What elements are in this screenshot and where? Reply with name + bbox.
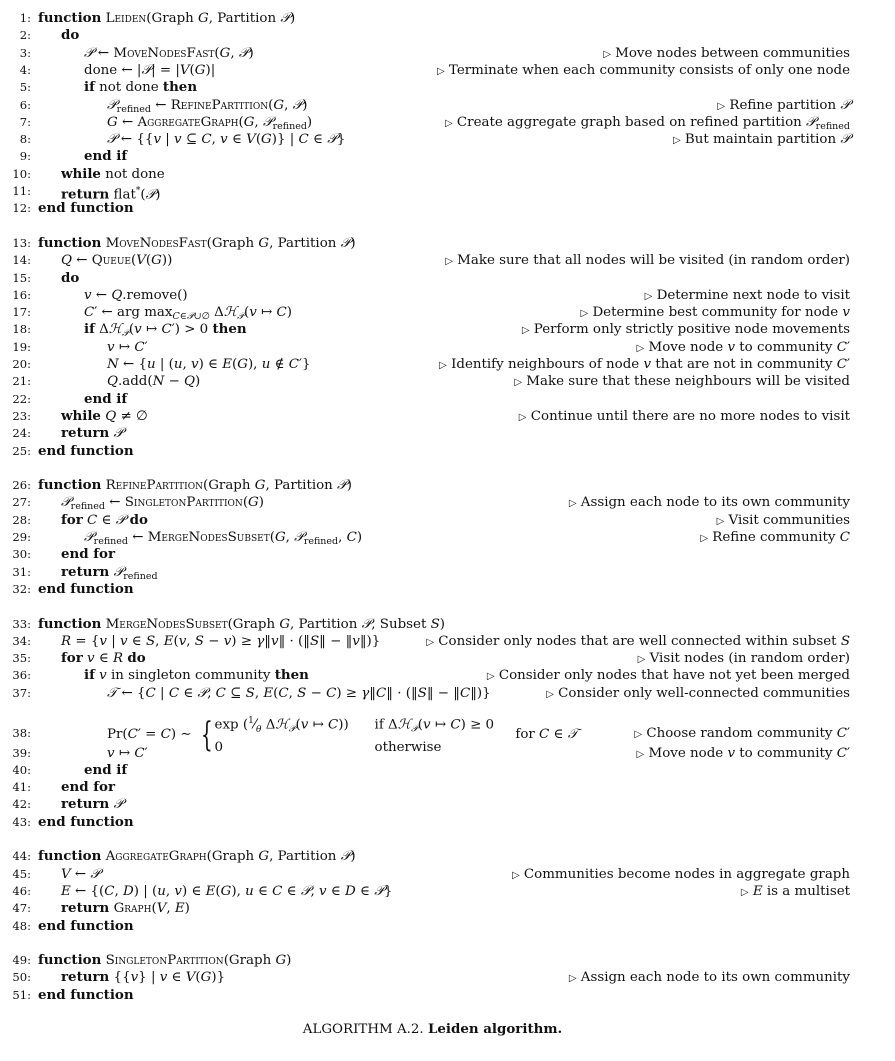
algorithm-line — [0, 356, 895, 373]
line-code: end if — [84, 761, 128, 778]
comment-triangle-icon: ▷ — [716, 515, 725, 527]
algorithm-line — [0, 408, 895, 425]
caption-title: Leiden algorithm. — [427, 1021, 563, 1037]
line-comment: ▷ Make sure that all nodes will be visited (in random order) — [445, 253, 850, 269]
line-code: 𝒫$_{refined}$ ← MergeNodesSubset(G, 𝒫$_{refined}$, C) — [84, 530, 363, 547]
algorithm-line — [0, 166, 895, 183]
line-comment: ▷ Determine best community for node v — [580, 305, 850, 321]
comment-triangle-icon: ▷ — [580, 308, 589, 320]
algorithm-line — [0, 27, 895, 44]
line-code: function Leiden(Graph G, Partition 𝒫) — [38, 10, 296, 26]
line-number: 50: — [12, 970, 31, 985]
line-code: V ← 𝒫 — [61, 866, 101, 882]
algorithm-line — [0, 183, 895, 203]
line-number: 12: — [12, 201, 31, 216]
line-number: 36: — [12, 668, 31, 683]
line-number: 4: — [19, 62, 31, 77]
algorithm-line — [0, 425, 895, 442]
algorithm-line — [0, 796, 895, 813]
line-number: 9: — [19, 149, 31, 164]
line-number: 20: — [12, 357, 31, 371]
line-code: 𝒫$_{refined}$ ← SingletonPartition(G) — [61, 495, 264, 513]
line-comment: ▷ Determine next node to visit — [644, 287, 850, 303]
algorithm-line — [0, 581, 895, 598]
line-code: do — [61, 269, 80, 286]
line-number: 15: — [12, 270, 31, 285]
line-number: 14: — [12, 253, 31, 268]
line-code: 𝒫$_{refined}$ ← RefinePartition(G, 𝒫) — [107, 97, 308, 115]
line-number: 6: — [19, 97, 31, 112]
algorithm-line — [0, 373, 895, 390]
line-comment: ▷ Move node v to community C′ — [636, 745, 850, 761]
line-number: 43: — [12, 814, 31, 829]
line-comment: ▷ Continue until there are no more nodes to visit — [518, 408, 850, 424]
line-number: 34: — [12, 633, 31, 648]
line-comment: ▷ But maintain partition 𝒫 — [672, 132, 850, 148]
line-code: while not done — [61, 165, 165, 182]
algorithm-line — [0, 900, 895, 917]
comment-triangle-icon: ▷ — [700, 533, 709, 544]
algorithm-line — [0, 45, 895, 62]
line-number: 37: — [12, 685, 31, 700]
line-number: 45: — [12, 866, 31, 881]
line-comment: ▷ Consider only well-connected communities — [546, 685, 850, 701]
line-code: end function — [38, 442, 134, 459]
comment-triangle-icon: ▷ — [439, 360, 447, 371]
line-comment: ▷ Visit communities — [716, 512, 850, 528]
algorithm-line — [0, 883, 895, 900]
line-number: 11: — [12, 184, 31, 198]
line-code: return {{v} | v ∈ V(G)} — [61, 969, 226, 986]
comment-triangle-icon: ▷ — [486, 671, 495, 683]
line-code: do — [61, 27, 80, 44]
comment-triangle-icon: ▷ — [717, 100, 726, 112]
algorithm-line — [0, 987, 895, 1004]
line-code: function MoveNodesFast(Graph G, Partition 𝒫) — [38, 234, 356, 251]
line-code: end function — [38, 813, 134, 830]
line-number: 24: — [12, 426, 31, 441]
algorithm-line — [0, 633, 895, 650]
line-code: return Graph(V, E) — [61, 900, 190, 917]
algorithm-line — [0, 667, 895, 684]
line-comment: ▷ Identify neighbours of node v that are not in community C′ — [439, 357, 850, 372]
line-code: for v ∈ R do — [61, 650, 146, 667]
line-code: N ← {u | (u, v) ∈ E(G), u ∉ C′} — [107, 357, 311, 372]
line-comment: ▷ Assign each node to its own community — [568, 495, 850, 511]
comment-triangle-icon: ▷ — [568, 498, 577, 510]
line-comment: ▷ Consider only nodes that have not yet been merged — [486, 668, 850, 684]
line-number: 39: — [12, 745, 31, 760]
algorithm-line — [0, 252, 895, 269]
line-code: v ← Q.remove() — [84, 287, 188, 303]
comment-triangle-icon: ▷ — [514, 377, 523, 389]
line-number: 33: — [12, 616, 31, 631]
line-number: 30: — [12, 547, 31, 562]
line-comment: ▷ E is a multiset — [740, 883, 850, 899]
comment-triangle-icon: ▷ — [426, 636, 435, 648]
line-code: 𝒯 ← {C | C ∈ 𝒫, C ⊆ S, E(C, S − C) ≥ γ‖C‖ · (‖S‖ − ‖C‖)} — [107, 685, 491, 701]
algorithm-line — [0, 339, 895, 356]
line-code: end if — [84, 390, 128, 407]
comment-triangle-icon: ▷ — [521, 325, 530, 337]
caption-prefix: ALGORITHM A.2. — [302, 1022, 424, 1037]
algorithm-line — [0, 443, 895, 460]
algorithm-line — [0, 321, 895, 338]
comment-triangle-icon: ▷ — [740, 886, 749, 898]
line-code: v ↦ C′ — [107, 339, 148, 355]
line-code: R = {v | v ∈ S, E(v, S − v) ≥ γ‖v‖ · (‖S‖ − ‖v‖)} — [61, 633, 381, 649]
line-number: 32: — [12, 581, 31, 596]
line-number: 22: — [12, 391, 31, 406]
line-number: 47: — [12, 901, 31, 916]
line-comment: ▷ Assign each node to its own community — [568, 970, 850, 986]
line-comment: ▷ Move node v to community C′ — [636, 339, 850, 355]
algorithm-line — [0, 866, 895, 883]
algorithm-line — [0, 62, 895, 79]
algorithm-line — [0, 10, 895, 27]
comment-triangle-icon: ▷ — [636, 748, 645, 760]
line-comment: ▷ Visit nodes (in random order) — [637, 651, 850, 667]
comment-triangle-icon: ▷ — [518, 411, 527, 423]
comment-triangle-icon: ▷ — [511, 869, 520, 881]
line-number: 44: — [12, 849, 31, 864]
algorithm-line — [0, 79, 895, 96]
line-code: if Δℋ$_𝒫$(v ↦ C′) > 0 then — [84, 321, 247, 340]
line-code: 𝒫 ← MoveNodesFast(G, 𝒫) — [84, 45, 254, 61]
algorithm-line — [0, 918, 895, 935]
line-number: 19: — [12, 339, 31, 354]
comment-triangle-icon: ▷ — [644, 290, 653, 302]
line-number: 1: — [19, 11, 31, 25]
line-number: 38: — [12, 726, 31, 740]
line-code: done ← |𝒫| = |V(G)| — [84, 62, 216, 78]
line-code: end if — [84, 148, 128, 165]
line-number: 46: — [12, 883, 31, 898]
line-number: 42: — [12, 797, 31, 812]
line-comment: ▷ Choose random community C′ — [634, 726, 850, 741]
algorithm-line — [0, 287, 895, 304]
comment-triangle-icon: ▷ — [445, 256, 453, 268]
line-number: 31: — [12, 564, 31, 579]
line-number: 35: — [12, 651, 31, 666]
algorithm-line — [0, 564, 895, 581]
line-code: return 𝒫$_{refined}$ — [61, 563, 158, 582]
algorithm-line — [0, 235, 895, 252]
line-number: 41: — [12, 780, 31, 795]
line-code: Pr(C′ = C) ∼ { $\exp (^1⁄_\theta$ Δℋ$_𝒫$(v ↦ C)) if Δℋ$_𝒫$(v ↦ C) ≥ 0 0 otherwise for C ∈ 𝒯 — [107, 714, 578, 756]
line-number: 21: — [12, 374, 31, 389]
algorithm-line — [0, 969, 895, 986]
line-comment: ▷ Communities become nodes in aggregate graph — [511, 866, 850, 882]
algorithm-line — [0, 148, 895, 165]
line-number: 27: — [12, 495, 31, 510]
line-code: end function — [38, 580, 134, 597]
comment-triangle-icon: ▷ — [436, 65, 445, 77]
line-code: Q.add(N − Q) — [107, 374, 201, 390]
line-number: 7: — [19, 114, 31, 129]
algorithm-line — [0, 114, 895, 131]
line-number: 5: — [19, 80, 31, 95]
line-number: 16: — [12, 287, 31, 302]
line-comment: ▷ Make sure that these neighbours will be visited — [514, 374, 850, 390]
line-code: end function — [38, 200, 134, 217]
algorithm-line — [0, 131, 895, 148]
line-number: 40: — [12, 762, 31, 777]
line-comment: ▷ Perform only strictly positive node movements — [521, 322, 850, 338]
algorithm-line — [0, 391, 895, 408]
algorithm-line — [0, 779, 895, 796]
line-code: return flat*(𝒫) — [61, 186, 161, 203]
algorithm-line — [0, 685, 895, 702]
algorithm-line — [0, 304, 895, 321]
line-code: Q ← Queue(V(G)) — [61, 253, 173, 269]
comment-triangle-icon: ▷ — [634, 729, 643, 740]
comment-triangle-icon: ▷ — [568, 973, 577, 985]
algorithm-line — [0, 529, 895, 546]
line-number: 51: — [12, 987, 31, 1002]
line-code: end function — [38, 986, 134, 1003]
line-code: if v in singleton community then — [84, 667, 309, 684]
line-code: 𝒫 ← {{v | v ⊆ C, v ∈ V(G)} | C ∈ 𝒫} — [107, 132, 346, 148]
line-code: function RefinePartition(Graph G, Partition 𝒫) — [38, 477, 352, 494]
comment-triangle-icon: ▷ — [672, 135, 681, 147]
algorithm-line — [0, 200, 895, 217]
algorithm-caption — [0, 1021, 865, 1037]
line-code: for C ∈ 𝒫 do — [61, 511, 148, 528]
line-code: if not done then — [84, 79, 198, 96]
line-code: function AggregateGraph(Graph G, Partition 𝒫) — [38, 848, 356, 865]
algorithm-line — [0, 270, 895, 287]
line-comment: ▷ Move nodes between communities — [603, 45, 850, 61]
algorithm-line — [0, 477, 895, 494]
algorithm-line — [0, 745, 895, 762]
comment-triangle-icon: ▷ — [636, 342, 645, 354]
line-number: 13: — [12, 235, 31, 250]
line-code: G ← AggregateGraph(G, 𝒫$_{refined}$) — [107, 114, 313, 132]
line-code: while Q ≠ ∅ — [61, 407, 148, 424]
line-comment: ▷ Consider only nodes that are well connected within subset S — [426, 633, 850, 649]
line-comment: ▷ Create aggregate graph based on refined partition 𝒫$_{refined}$ — [444, 114, 850, 132]
line-number: 29: — [12, 530, 31, 544]
line-comment: ▷ Terminate when each community consists of only one node — [436, 62, 850, 78]
line-number: 48: — [12, 918, 31, 933]
line-comment: ▷ Refine partition 𝒫 — [717, 97, 850, 113]
line-code: end for — [61, 546, 116, 563]
line-code: function SingletonPartition(Graph G) — [38, 952, 292, 969]
line-code: E ← {(C, D) | (u, v) ∈ E(G), u ∈ C ∈ 𝒫, v ∈ D ∈ 𝒫} — [61, 883, 393, 899]
comment-triangle-icon: ▷ — [444, 117, 453, 129]
algorithm-line — [0, 762, 895, 779]
algorithm-line — [0, 616, 895, 633]
line-code: C′ ← arg $\max_{C\in 𝒫\cup\emptyset}$ Δℋ$_𝒫$(v ↦ C) — [84, 305, 292, 323]
comment-triangle-icon: ▷ — [637, 654, 646, 666]
line-number: 2: — [19, 28, 31, 43]
line-code: v ↦ C′ — [107, 745, 148, 761]
algorithm-line — [0, 848, 895, 865]
line-comment: ▷ Refine community C — [700, 530, 850, 545]
line-number: 17: — [12, 305, 31, 320]
line-code: return 𝒫 — [61, 796, 124, 813]
algorithm-line — [0, 814, 895, 831]
line-number: 18: — [12, 322, 31, 337]
line-number: 26: — [12, 478, 31, 493]
line-number: 28: — [12, 512, 31, 527]
algorithm-line — [0, 512, 895, 529]
comment-triangle-icon: ▷ — [546, 688, 554, 700]
line-code: end function — [38, 917, 134, 934]
line-number: 25: — [12, 443, 31, 458]
algorithm-line — [0, 546, 895, 563]
comment-triangle-icon: ▷ — [603, 48, 611, 60]
line-code: end for — [61, 779, 116, 796]
line-number: 3: — [19, 45, 31, 60]
algorithm-line — [0, 97, 895, 114]
line-number: 10: — [12, 166, 31, 181]
line-code: return 𝒫 — [61, 425, 124, 442]
line-number: 49: — [12, 953, 31, 968]
algorithm-line — [0, 650, 895, 667]
line-code: function MergeNodesSubset(Graph G, Partition 𝒫, Subset S) — [38, 615, 446, 632]
line-number: 8: — [19, 132, 31, 147]
algorithm-line — [0, 952, 895, 969]
line-number: 23: — [12, 408, 31, 423]
algorithm-line — [0, 494, 895, 511]
